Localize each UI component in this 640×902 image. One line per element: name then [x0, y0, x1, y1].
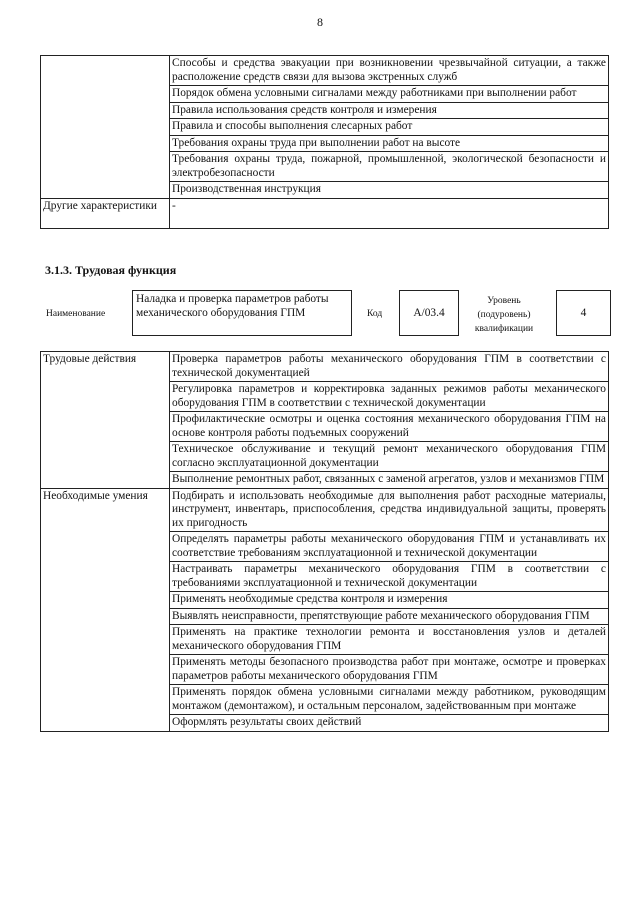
- row-label: [41, 56, 170, 199]
- table-cell: Проверка параметров работы механического оборудования ГПМ в соответствии с технической документацией: [170, 352, 609, 382]
- table-cell: Применять методы безопасного производства работ при монтаже, осмотре и проверках параметров работы механического оборудования ГПМ: [170, 655, 609, 685]
- table-cell: Порядок обмена условными сигналами между работниками при выполнении работ: [170, 86, 609, 103]
- table-cell: Производственная инструкция: [170, 182, 609, 199]
- table-cell: Правила использования средств контроля и измерения: [170, 102, 609, 119]
- table-cell: Применять на практике технологии ремонта и восстановления узлов и деталей механического оборудования ГПМ: [170, 625, 609, 655]
- function-code-box: A/03.4: [399, 290, 459, 336]
- qualification-level-box: 4: [556, 290, 611, 336]
- labor-function-table: [40, 351, 609, 732]
- table-cell: Профилактические осмотры и оценка состояния механического оборудования ГПМ на основе контроля работы подъемных сооружений: [170, 412, 609, 442]
- table-cell: Применять необходимые средства контроля и измерения: [170, 592, 609, 609]
- table-cell: Применять порядок обмена условными сигналами между работником, руководящим монтажом (демонтажом), и остальным персоналом, задействованным при монтаже: [170, 685, 609, 715]
- group-label-actions: Трудовые действия: [41, 352, 170, 489]
- table-cell: Способы и средства эвакуации при возникновении чрезвычайной ситуации, а также расположение средств связи для вызова экстренных служб: [170, 56, 609, 86]
- knowledge-table: [40, 55, 609, 229]
- table-cell: Регулировка параметров и корректировка заданных режимов работы механического оборудования ГПМ в соответствии с технической документации: [170, 382, 609, 412]
- table-cell: Выполнение ремонтных работ, связанных с заменой агрегатов, узлов и механизмов ГПМ: [170, 472, 609, 489]
- name-label: Наименование: [46, 309, 106, 319]
- table-cell: Требования охраны труда при выполнении работ на высоте: [170, 135, 609, 152]
- table-cell: Правила и способы выполнения слесарных работ: [170, 119, 609, 136]
- table-cell: Техническое обслуживание и текущий ремонт механического оборудования ГПМ согласно эксплуатационной документации: [170, 442, 609, 472]
- page-number: 8: [317, 15, 323, 29]
- row-label-other: Другие характеристики: [41, 198, 170, 228]
- table-row: [41, 56, 609, 86]
- table-cell: -: [170, 198, 609, 228]
- section-title: 3.1.3. Трудовая функция: [45, 263, 177, 277]
- level-label: Уровень (подуровень) квалификации: [474, 296, 534, 334]
- function-name-box: Наладка и проверка параметров работы механического оборудования ГПМ: [132, 290, 352, 336]
- table-cell: Подбирать и использовать необходимые для выполнения работ расходные материалы, инструмент, инвентарь, приспособления, средства индивидуальной защиты, проверять их пригодность: [170, 488, 609, 532]
- table-row: [41, 352, 609, 382]
- table-cell: Оформлять результаты своих действий: [170, 715, 609, 732]
- table-cell: Требования охраны труда, пожарной, промышленной, экологической безопасности и электробезопасности: [170, 152, 609, 182]
- table-cell: Выявлять неисправности, препятствующие работе механического оборудования ГПМ: [170, 608, 609, 625]
- table-cell: Определять параметры работы механического оборудования ГПМ и устанавливать их соответствие требованиям эксплуатационной и технической документации: [170, 532, 609, 562]
- code-label: Код: [367, 309, 383, 319]
- group-label-skills: Необходимые умения: [41, 488, 170, 731]
- table-row: [41, 488, 609, 532]
- table-row: [41, 198, 609, 228]
- table-cell: Настраивать параметры механического оборудования ГПМ в соответствии с требованиями эксплуатационной и технической документации: [170, 562, 609, 592]
